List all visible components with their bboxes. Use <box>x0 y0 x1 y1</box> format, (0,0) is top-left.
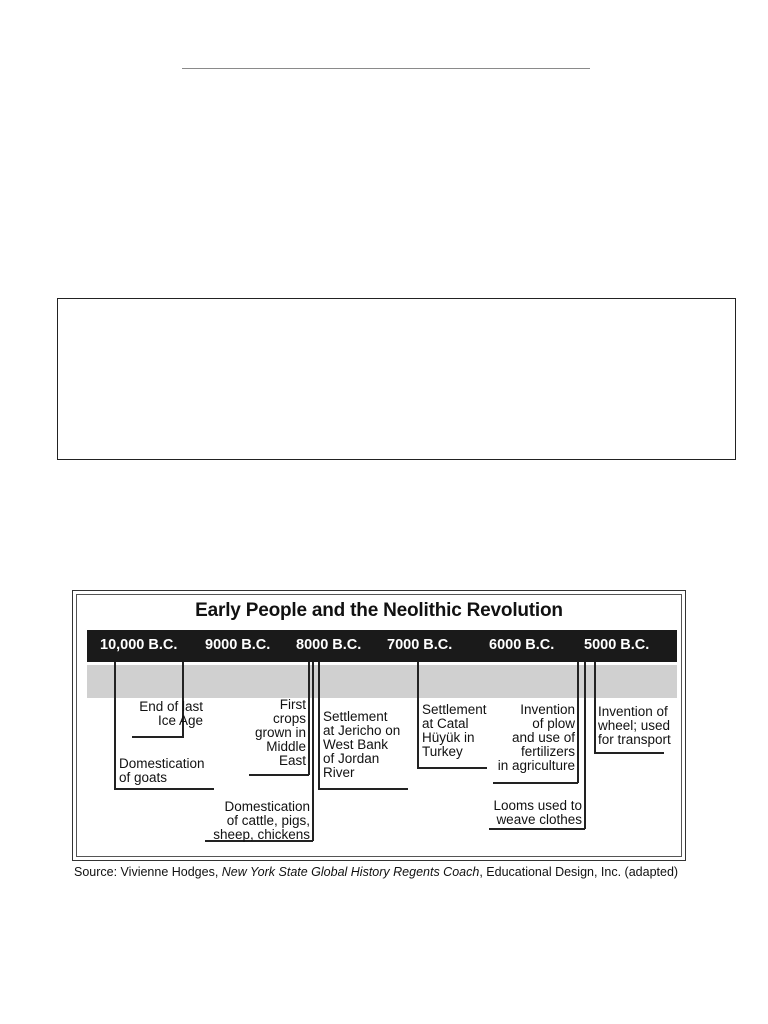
event-goats: Domestication of goats <box>119 756 205 785</box>
goats-tick <box>114 662 116 789</box>
jericho-underline <box>318 788 408 790</box>
gray-band <box>87 665 677 698</box>
event-looms: Looms used to weave clothes <box>493 798 582 827</box>
plow-underline <box>493 782 578 784</box>
wheel-underline <box>594 752 664 754</box>
ice-age-underline <box>132 736 184 738</box>
catal-tick <box>417 662 419 768</box>
answer-rule-line <box>182 68 590 69</box>
event-ice-age: End of last Ice Age <box>139 699 203 728</box>
catal-underline <box>417 767 487 769</box>
crops-underline <box>249 774 309 776</box>
event-jericho: Settlement at Jericho on West Bank of Jordan River <box>323 709 401 780</box>
source-title: New York State Global History Regents Coach <box>221 865 480 879</box>
event-wheel: Invention of wheel; used for transport <box>598 704 671 747</box>
date-5000bc: 5000 B.C. <box>584 637 650 653</box>
timeline-figure <box>72 590 686 861</box>
date-7000bc: 7000 B.C. <box>387 637 453 653</box>
date-9000bc: 9000 B.C. <box>205 637 271 653</box>
date-6000bc: 6000 B.C. <box>489 637 555 653</box>
figure-frame <box>76 594 682 857</box>
source-citation <box>74 865 694 879</box>
event-catal: Settlement at Catal Hüyük in Turkey <box>422 702 487 759</box>
event-cattle: Domestication of cattle, pigs, sheep, chickens <box>213 799 310 842</box>
crops-tick <box>308 662 310 775</box>
date-8000bc: 8000 B.C. <box>296 637 362 653</box>
looms-underline <box>489 828 585 830</box>
figure-title: Early People and the Neolithic Revolution <box>195 600 563 621</box>
plow-tick <box>577 662 579 783</box>
looms-tick <box>584 662 586 829</box>
goats-underline <box>114 788 214 790</box>
date-10000bc: 10,000 B.C. <box>100 637 178 653</box>
source-suffix: , Educational Design, Inc. (adapted) <box>479 865 679 879</box>
cattle-tick <box>312 662 314 841</box>
event-crops: First crops grown in Middle East <box>254 697 306 768</box>
event-plow: Invention of plow and use of fertilizers in agriculture <box>497 702 575 773</box>
source-prefix: Source: Vivienne Hodges, <box>74 865 222 879</box>
jericho-tick <box>318 662 320 789</box>
wheel-tick <box>594 662 596 753</box>
answer-box <box>57 298 736 460</box>
